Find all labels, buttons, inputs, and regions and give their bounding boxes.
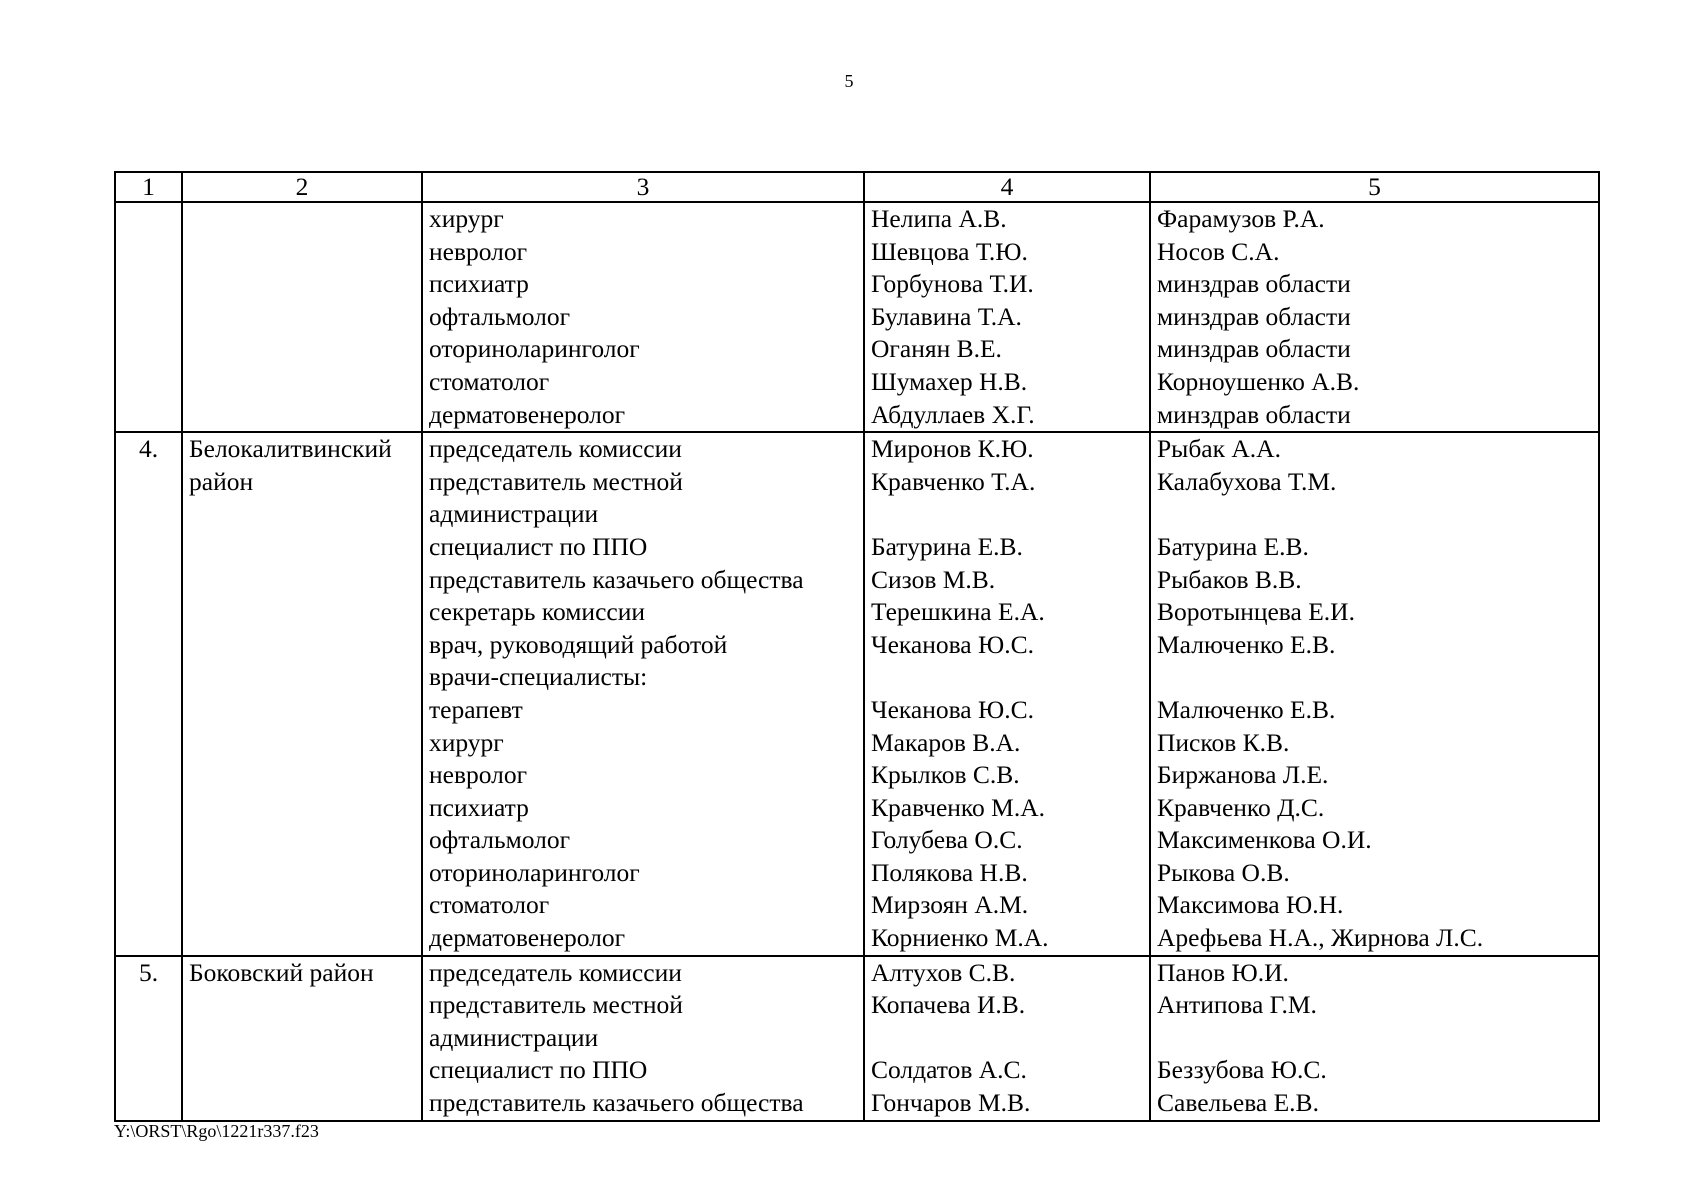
reserve-member-line: Антипова Г.М. — [1157, 990, 1317, 1020]
main-member-line: Абдуллаев Х.Г. — [871, 399, 1035, 429]
role-line: невролог — [429, 760, 528, 790]
role-line: председатель комиссии — [429, 434, 682, 464]
main-member-line: Голубева О.С. — [871, 825, 1023, 855]
reserve-member-line: Носов С.А. — [1157, 236, 1280, 266]
main-member-line — [871, 498, 1149, 531]
role-line: представитель местной — [429, 466, 683, 496]
main-member-line: Шумахер Н.В. — [871, 366, 1028, 396]
main-member-line: Солдатов А.С. — [871, 1055, 1027, 1085]
commission-roles — [422, 432, 864, 956]
main-member-line: Шевцова Т.Ю. — [871, 236, 1028, 266]
role-line: представитель казачьего общества — [429, 1088, 804, 1118]
main-member-line: Батурина Е.В. — [871, 531, 1023, 561]
role-line: офтальмолог — [429, 825, 571, 855]
role-line: невролог — [429, 236, 528, 266]
reserve-member-line — [1157, 661, 1598, 694]
main-member-line: Нелипа А.В. — [871, 204, 1007, 233]
main-member-line: Копачева И.В. — [871, 990, 1026, 1020]
role-line: стоматолог — [429, 366, 550, 396]
district-name — [182, 202, 422, 432]
role-line: психиатр — [429, 269, 529, 299]
row-number-text — [116, 203, 181, 236]
reserve-member-line: Рыкова О.В. — [1157, 857, 1290, 887]
commission-table — [114, 171, 1600, 1122]
row-number — [115, 202, 182, 432]
reserve-member-line: Максименкова О.И. — [1157, 825, 1372, 855]
main-members — [864, 432, 1150, 956]
main-member-line: Терешкина Е.А. — [871, 597, 1045, 627]
reserve-member-line: Максимова Ю.Н. — [1157, 890, 1344, 920]
main-member-line: Корниенко М.А. — [871, 923, 1049, 953]
main-member-line: Кравченко Т.А. — [871, 466, 1036, 496]
row-number-text: 5. — [138, 957, 159, 987]
reserve-member-line: минздрав области — [1157, 301, 1351, 331]
role-line: специалист по ППО — [429, 1055, 648, 1085]
role-line: стоматолог — [429, 890, 550, 920]
main-member-line: Оганян В.Е. — [871, 334, 1002, 364]
reserve-member-line: минздрав области — [1157, 269, 1351, 299]
main-member-line: Крылков С.В. — [871, 760, 1020, 790]
reserve-member-line: Писков К.В. — [1157, 727, 1290, 757]
table-header-row — [115, 172, 1599, 202]
reserve-member-line: Биржанова Л.Е. — [1157, 760, 1329, 790]
role-line: представитель местной — [429, 990, 683, 1020]
role-line: дерматовенеролог — [429, 923, 626, 953]
header-col-2: 2 — [182, 172, 422, 202]
district-name-line: Белокалитвинский — [189, 434, 392, 464]
reserve-member-line: Фарамузов Р.А. — [1157, 204, 1325, 233]
main-member-line: Булавина Т.А. — [871, 301, 1022, 331]
row-number-text: 4. — [138, 434, 159, 464]
header-col-3: 3 — [422, 172, 864, 202]
reserve-member-line: Батурина Е.В. — [1157, 531, 1309, 561]
table-row — [115, 956, 1599, 1121]
role-line: оториноларинголог — [429, 857, 640, 887]
main-member-line: Горбунова Т.И. — [871, 269, 1034, 299]
role-line: хирург — [429, 727, 504, 757]
district-name — [182, 956, 422, 1121]
role-line: дерматовенеролог — [429, 399, 626, 429]
main-member-line: Чеканова Ю.С. — [871, 694, 1034, 724]
reserve-member-line: Малюченко Е.В. — [1157, 694, 1336, 724]
table-body — [115, 202, 1599, 1121]
main-member-line: Кравченко М.А. — [871, 792, 1045, 822]
reserve-member-line: минздрав области — [1157, 399, 1351, 429]
role-line: представитель казачьего общества — [429, 564, 804, 594]
reserve-members — [1150, 432, 1599, 956]
main-member-line: Миронов К.Ю. — [871, 434, 1034, 464]
file-path-footer: Y:\ORST\Rgo\1221r337.f23 — [114, 1121, 319, 1141]
main-member-line: Сизов М.В. — [871, 564, 996, 594]
row-number — [115, 432, 182, 956]
reserve-member-line: Арефьева Н.А., Жирнова Л.С. — [1157, 923, 1484, 953]
role-line: администрации — [429, 1022, 599, 1052]
role-line: терапевт — [429, 694, 523, 724]
reserve-member-line: Панов Ю.И. — [1157, 957, 1289, 987]
main-member-line: Гончаров М.В. — [871, 1088, 1031, 1118]
role-line: оториноларинголог — [429, 334, 640, 364]
row-number — [115, 956, 182, 1121]
role-line: секретарь комиссии — [429, 597, 646, 627]
reserve-member-line: Савельева Е.В. — [1157, 1088, 1319, 1118]
header-col-4: 4 — [864, 172, 1150, 202]
page-number: 5 — [844, 71, 854, 91]
reserve-members — [1150, 202, 1599, 432]
commission-roles — [422, 956, 864, 1121]
reserve-members — [1150, 956, 1599, 1121]
reserve-member-line: Калабухова Т.М. — [1157, 466, 1337, 496]
commission-roles — [422, 202, 864, 432]
reserve-member-line: Кравченко Д.С. — [1157, 792, 1325, 822]
role-line: администрации — [429, 499, 599, 529]
reserve-member-line: Воротынцева Е.И. — [1157, 597, 1355, 627]
role-line: психиатр — [429, 792, 529, 822]
table-row — [115, 432, 1599, 956]
reserve-member-line — [1157, 1022, 1598, 1055]
district-name-line: район — [189, 466, 254, 496]
header-col-5: 5 — [1150, 172, 1599, 202]
role-line: офтальмолог — [429, 301, 571, 331]
main-members — [864, 956, 1150, 1121]
role-line: хирург — [429, 204, 504, 233]
reserve-member-line: Корноушенко А.В. — [1157, 366, 1360, 396]
district-name-line: Боковский район — [189, 957, 374, 987]
reserve-member-line: Рыбак А.А. — [1157, 434, 1281, 464]
role-line: врачи-специалисты: — [429, 662, 648, 692]
role-line: председатель комиссии — [429, 957, 682, 987]
reserve-member-line: Рыбаков В.В. — [1157, 564, 1302, 594]
main-member-line: Алтухов С.В. — [871, 957, 1016, 987]
header-col-1: 1 — [115, 172, 182, 202]
main-member-line: Полякова Н.В. — [871, 857, 1028, 887]
main-members — [864, 202, 1150, 432]
main-member-line — [871, 661, 1149, 694]
main-member-line: Макаров В.А. — [871, 727, 1021, 757]
reserve-member-line: минздрав области — [1157, 334, 1351, 364]
reserve-member-line: Беззубова Ю.С. — [1157, 1055, 1327, 1085]
table-row — [115, 202, 1599, 432]
reserve-member-line: Малюченко Е.В. — [1157, 629, 1336, 659]
reserve-member-line — [1157, 498, 1598, 531]
main-member-line: Мирзоян А.М. — [871, 890, 1029, 920]
role-line: специалист по ППО — [429, 531, 648, 561]
main-member-line — [871, 1022, 1149, 1055]
district-name — [182, 432, 422, 956]
role-line: врач, руководящий работой — [429, 629, 728, 659]
main-member-line: Чеканова Ю.С. — [871, 629, 1034, 659]
